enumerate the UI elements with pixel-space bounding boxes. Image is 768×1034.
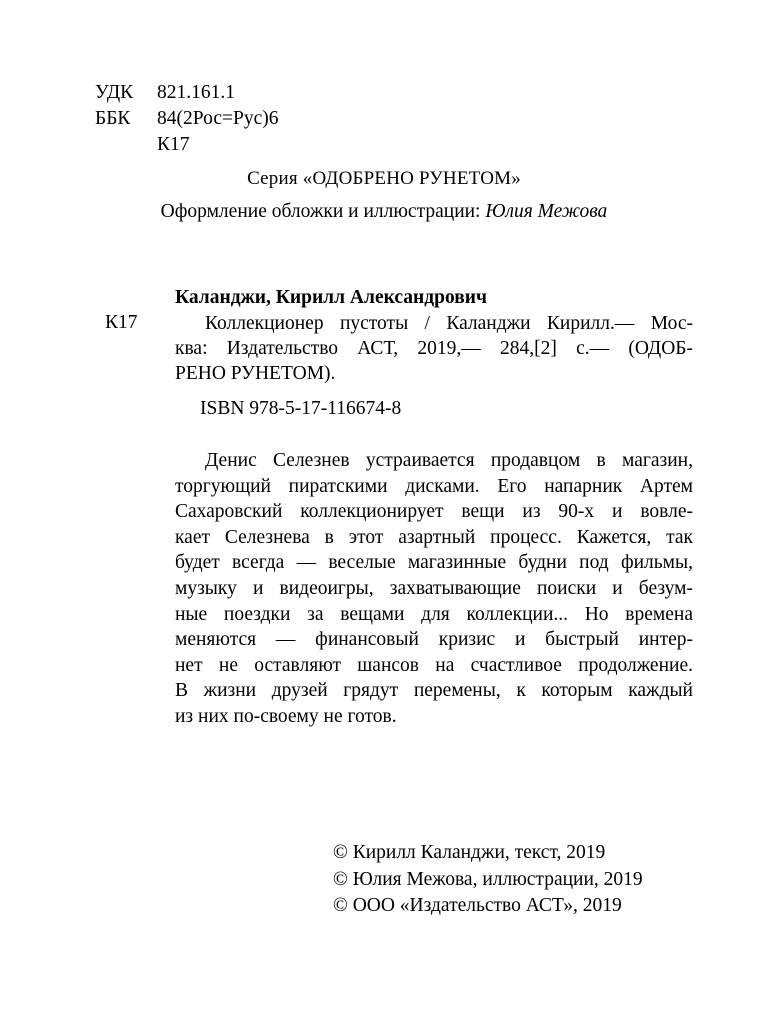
bibliographic-author: Каланджи, Кирилл Александрович — [175, 287, 487, 308]
bibliographic-marker: К17 — [105, 312, 138, 333]
classification-key-bbk: ББК — [95, 108, 131, 129]
copyright-line: © Кирилл Каланджи, текст, 2019 — [333, 842, 606, 863]
bibliographic-body — [175, 285, 693, 386]
bibliographic-description — [175, 311, 693, 386]
annotation-line: нет не оставляют шансов на счастливое продолжение. — [175, 654, 693, 676]
annotation-line: Денис Селезнев устраивается продавцом в магазин, — [205, 450, 693, 471]
annotation-line: музыку и видеоигры, захватывающие поиски и безум- — [175, 577, 693, 599]
annotation-line: ные поездки за вещами для коллекции... Но времена — [175, 603, 693, 625]
classification-key-udk: УДК — [95, 82, 134, 103]
series-line: Серия «ОДОБРЕНО РУНЕТОМ» — [247, 168, 521, 189]
bibliographic-record — [95, 285, 695, 386]
isbn-line: ISBN 978-5-17-116674-8 — [200, 398, 402, 419]
annotation-line: меняются — финансовый кризис и быстрый интер- — [175, 629, 693, 651]
classification-value-udk: 821.161.1 — [157, 82, 235, 103]
classification-value-author-code: К17 — [157, 134, 190, 155]
annotation-line: будет всегда — веселые магазинные будни под фильмы, — [175, 552, 693, 574]
annotation-block — [175, 448, 693, 730]
annotation-line: из них по-своему не готов. — [175, 705, 397, 727]
copyright-line: © Юлия Межова, иллюстрации, 2019 — [333, 868, 643, 890]
annotation-line: Сахаровский коллекционирует вещи из 90-х и вовле- — [175, 501, 693, 523]
classification-block — [95, 80, 279, 158]
copyright-line: © ООО «Издательство АСТ», 2019 — [333, 895, 622, 916]
classification-row-bbk — [95, 106, 279, 132]
bibliographic-line: Коллекционер пустоты / Каланджи Кирилл.— Мос- — [205, 313, 693, 334]
annotation-line: В жизни друзей грядут перемены, к которым каждый — [175, 680, 693, 702]
classification-value-bbk: 84(2Рос=Рус)6 — [157, 108, 279, 129]
annotation-line: торгующий пиратскими дисками. Его напарник Артем — [175, 475, 693, 497]
classification-row-udk — [95, 80, 279, 106]
cover-credits-prefix: Оформление обложки и иллюстрации: — [160, 201, 486, 222]
cover-credits-person: Юлия Межова — [485, 201, 608, 222]
annotation-line: кает Селезнева в этот азартный процесс. Кажется, так — [175, 526, 693, 548]
bibliographic-line: РЕНО РУНЕТОМ). — [175, 363, 336, 384]
classification-row-author-code — [95, 132, 279, 158]
cover-credits-line — [0, 201, 768, 223]
bibliographic-line: ква: Издательство АСТ, 2019,— 284,[2] с.— (ОДОБ- — [175, 338, 693, 359]
classification-key-empty — [95, 132, 157, 158]
copyright-block — [333, 840, 643, 920]
